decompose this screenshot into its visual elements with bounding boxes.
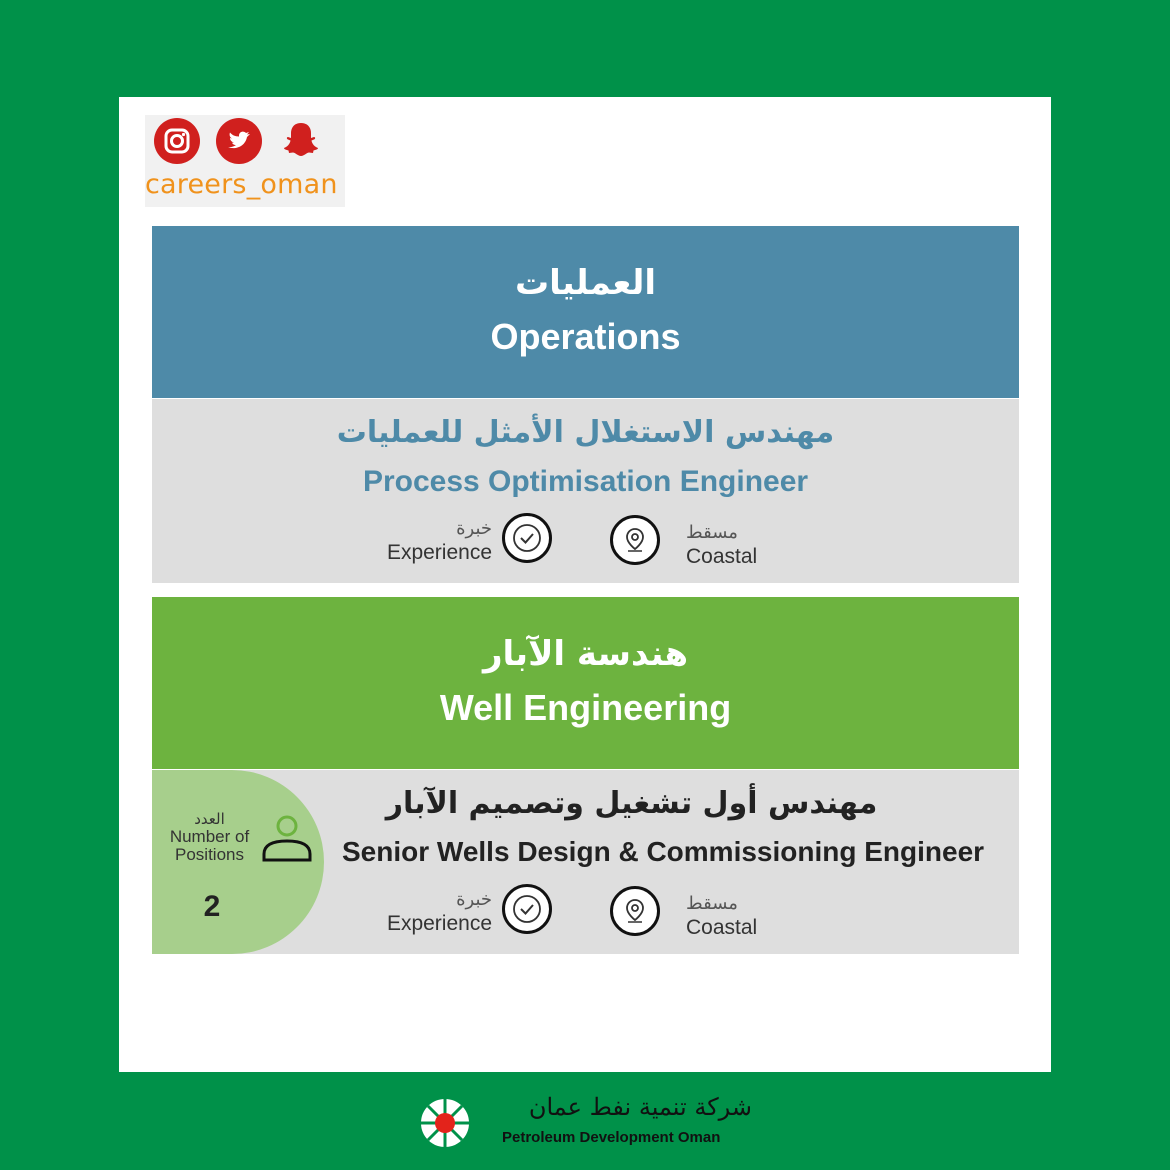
- experience-label-ar: خبرة: [456, 518, 492, 539]
- job-title-ar: مهندس الاستغلال الأمثل للعمليات: [336, 415, 835, 450]
- positions-label: [162, 810, 257, 864]
- social-handle[interactable]: careers_oman: [145, 169, 338, 200]
- section-title-en: Operations: [490, 316, 681, 357]
- positions-label-ar: العدد: [194, 810, 225, 828]
- check-circle-icon: [502, 884, 552, 934]
- experience-label-ar: خبرة: [456, 889, 492, 910]
- social-icons: [153, 117, 325, 165]
- location-label-en: Coastal: [686, 916, 758, 939]
- social-block: [145, 115, 345, 207]
- section-title-en: Well Engineering: [439, 687, 732, 728]
- positions-count: 2: [203, 890, 221, 923]
- location-label-ar: مسقط: [686, 893, 738, 914]
- section-header-operations: [152, 226, 1019, 398]
- section-title-ar: العمليات: [514, 263, 657, 303]
- twitter-icon[interactable]: [215, 117, 263, 165]
- location-label-en: Coastal: [686, 545, 758, 568]
- snapchat-icon[interactable]: [277, 117, 325, 165]
- check-circle-icon: [502, 513, 552, 563]
- experience-label: [352, 517, 492, 565]
- location-label-ar: مسقط: [686, 522, 738, 543]
- company-logo: [418, 1093, 758, 1153]
- pdo-emblem-icon: [418, 1093, 478, 1153]
- positions-label-en: Number of Positions: [169, 827, 250, 864]
- job-row-process-optimisation[interactable]: [152, 399, 1019, 583]
- location-label: [686, 521, 757, 569]
- section-header-well-engineering: [152, 597, 1019, 769]
- experience-label-en: Experience: [386, 912, 492, 935]
- company-name-ar: شركة تنمية نفط عمان: [528, 1093, 752, 1121]
- location-label: [686, 892, 757, 940]
- section-title-ar: هندسة الآبار: [482, 634, 689, 674]
- job-title-ar: مهندس أول تشغيل وتصميم الآبار: [385, 786, 878, 821]
- location-pin-icon: [610, 515, 660, 565]
- experience-label-en: Experience: [386, 541, 492, 564]
- job-title-en: Senior Wells Design & Commissioning Engineer: [342, 836, 985, 867]
- job-card: [119, 97, 1051, 1072]
- company-name-en: Petroleum Development Oman: [502, 1129, 721, 1146]
- location-pin-icon: [610, 886, 660, 936]
- job-title-en: Process Optimisation Engineer: [362, 465, 809, 498]
- instagram-icon[interactable]: [153, 117, 201, 165]
- job-row-senior-wells-design[interactable]: [152, 770, 1019, 954]
- person-icon: [260, 814, 314, 872]
- experience-label: [352, 888, 492, 936]
